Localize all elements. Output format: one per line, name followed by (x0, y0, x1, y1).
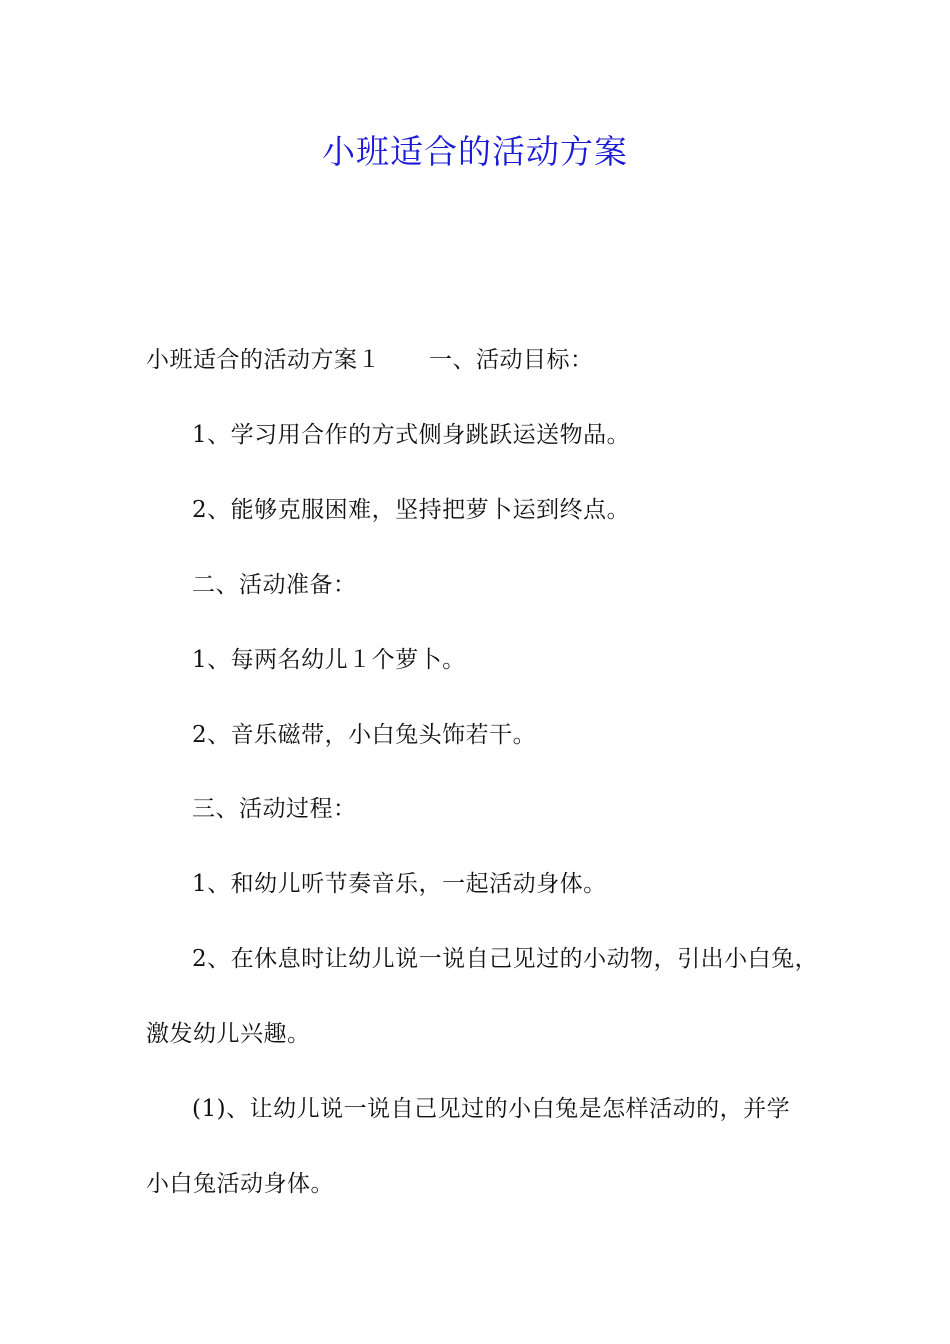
section-label: 小班适合的活动方案１ (146, 347, 381, 373)
section-heading: 三、活动过程： (192, 796, 357, 822)
paragraph-line: 1、学习用合作的方式侧身跳跃运送物品。 (192, 422, 631, 448)
paragraph-heading-line (146, 344, 594, 376)
paragraph-line: 2、能够克服困难，坚持把萝卜运到终点。 (192, 497, 631, 523)
paragraph-line: 小白兔活动身体。 (146, 1171, 334, 1197)
paragraph-line: (1)、让幼儿说一说自己见过的小白兔是怎样活动的，并学 (192, 1096, 791, 1122)
paragraph-line: 激发幼儿兴趣。 (146, 1021, 311, 1047)
section-heading: 二、活动准备： (192, 572, 357, 598)
paragraph-line: 1、每两名幼儿１个萝卜。 (192, 647, 466, 673)
paragraph-line: 1、和幼儿听节奏音乐，一起活动身体。 (192, 871, 607, 897)
paragraph-line: 2、音乐磁带，小白兔头饰若干。 (192, 722, 537, 748)
section-heading: 一、活动目标： (429, 347, 594, 373)
document-title: 小班适合的活动方案 (322, 132, 628, 171)
paragraph-line: 2、在休息时让幼儿说一说自己见过的小动物，引出小白兔， (192, 946, 819, 972)
